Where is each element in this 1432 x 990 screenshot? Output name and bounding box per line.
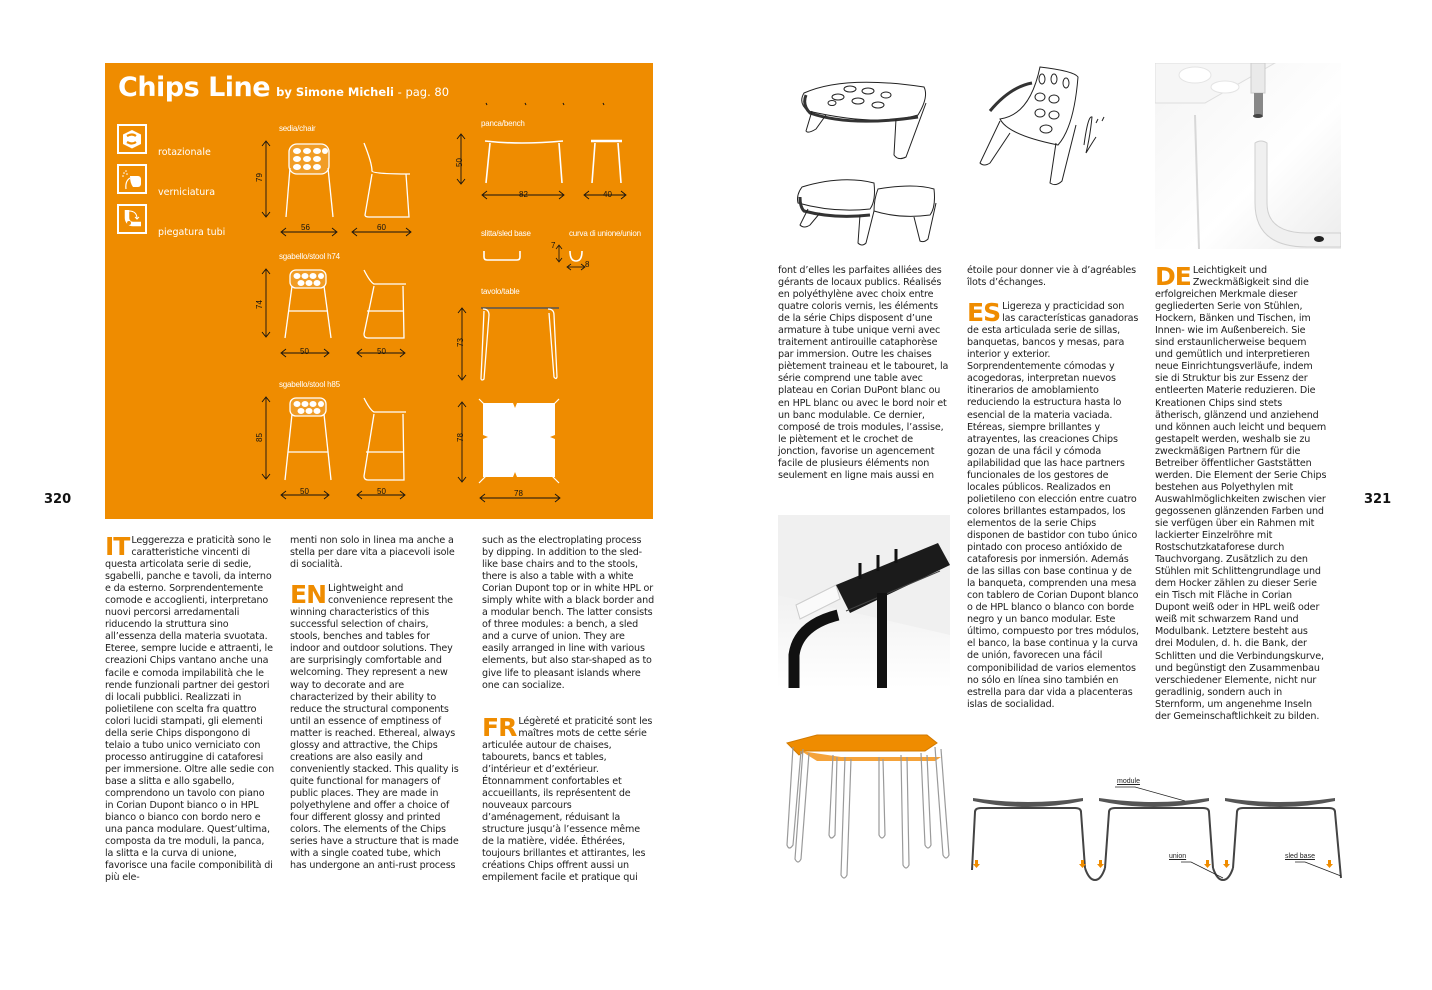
rotational-molding-icon [117,124,147,154]
stool85-technical-drawing [260,396,420,506]
spray-painting-icon [117,164,147,194]
bench-side-width-dim: 40 [603,190,612,199]
legend-item-rotational [117,124,257,164]
stool85-height-dim: 85 [254,433,264,442]
legend-item-bending [117,204,257,244]
table-caption: tavolo/table [481,287,520,296]
process-legend [117,124,257,244]
union-width-dim: 8 [585,260,590,269]
tube-bending-icon [117,204,147,234]
panel-title [118,72,449,103]
language-tag-de: DE [1155,262,1191,291]
leg-bracket-photo [778,515,950,688]
stacked-tables-illustration [775,725,955,885]
hand-sketches-figure [778,63,1118,253]
bench-caption: panca/bench [481,119,525,128]
union-label: union [1169,853,1187,860]
text-column-right [482,535,654,884]
table-width-dim: 78 [514,489,523,498]
language-tag-es: ES [967,298,1001,328]
bench-assembly-illustration [965,770,1345,885]
sled-base-label: sled base [1285,853,1315,860]
french-body-continued: font d’elles les parfaites alliées des gérants de locaux publics. Réalisés en polyéthylène avec choix entre quatre coloris vernis, les éléments de la série Chips disposent d’une armature à tube unique verni avec traitement antirouille cataphorèse par immersion. Outre les chaises piètement traineau et le tabouret, la série comprend une table avec plateau en Corian DuPont blanc ou en HPL blanc ou avec le bord noir et un banc modulable. Ce dernier, composé de trois modules, l’assise, le piètement et le crochet de jonction, favorise un agencement facile de plusieurs éléments non seulement en ligne mais aussi en [778,265,949,481]
language-tag-fr: FR [482,712,517,742]
french-body: Légèreté et praticité sont les maîtres mots de cette série articulée autour de chaises, tabourets, bancs et tables, d’intérieur et d’extérieur. Étonnamment confortables et accueillants, ils représentent de nouveaux parcours d’aménagement, réduisant la structure jusqu’à l’essence même de la matière, vidée. Éthérées, toujours brillantes et attirantes, les créations Chips offrent aussi un empilement facile et pratique qui [482,715,653,884]
leg-bracket-illustration [778,515,950,688]
designer-byline: by Simone Micheli [276,85,394,99]
modular-bench-diagram [965,770,1345,885]
tube-joint-photo [1155,63,1341,249]
spanish-body: Ligereza y practicidad son las características ganadoras de esta articulada serie de sillas, banquetas, bancos y mesas, para interior y exterior. Sorprendentemente cómodas y acogedoras, interpretan nuevos itinerarios de amoblamiento reduciendo la estructura hasta lo esencial de la materia vaciada. Etéreas, siempre brillantes y atrayentes, las creaciones Chips gozan de una fácil y cómoda apilabilidad que las hace partners funcionales de los gestores de locales públicos. Realizados en polietileno con elección entre cuatro colores brillantes estampados, los elementos de la serie Chips disponen de bastidor con tubo único pintado con proceso antióxido de cataforesis por inmersión. Además de las sillas con base continua y de la banqueta, comprenden una mesa con tablero de Corian Dupont blanco o de HPL blanco o blanco con borde negro y un banco modular. Este último, compuesto por tres módulos, el banco, la base continua y la curva de unión, favorecen una fácil componibilidad de varios elementos no sólo en línea sino también en estrella para dar vida a placenteras islas de socialidad. [967,301,1139,710]
chair-height-dim: 79 [254,173,264,182]
english-body-continued: such as the electroplating process by dipping. In addition to the sled-like base chairs and to the stools, there is also a table with a white Corian Dupont top or in white HPL or simply white with a black border and a modular bench. The latter consists of three modules: a bench, a sled and a curve of union. They are easily arranged in line with various elements, but also star-shaped as to give life to pleasant islands where one can socialize. [482,535,655,691]
french-body-end: étoile pour donner vie à d’agréables îlots d’échanges. [967,265,1136,289]
chair-front-width-dim: 56 [301,223,310,232]
stacked-tables-drawing [775,725,955,885]
legend-label: rotazionale [158,147,211,158]
bench-front-width-dim: 82 [519,190,528,199]
chair-technical-drawing [260,138,420,238]
stool74-caption: sgabello/stool h74 [279,252,340,261]
table-technical-drawing [455,303,635,518]
union-caption: curva di unione/union [569,229,641,238]
sled-caption: slitta/sled base [481,229,531,238]
language-tag-it: IT [105,532,130,561]
stool74-side-width-dim: 50 [377,347,386,356]
page-reference: - pag. 80 [394,85,450,99]
table-height-dim: 73 [455,338,465,347]
stool85-front-width-dim: 50 [300,487,309,496]
bench-height-dim: 50 [454,158,464,167]
tube-joint-illustration [1155,63,1341,249]
stool74-front-width-dim: 50 [300,347,309,356]
language-tag-en: EN [290,580,327,610]
product-spec-panel [105,63,653,519]
text-column-german [1155,262,1327,723]
union-height-dim: 7 [551,241,556,250]
product-line-title: Chips Line [118,72,271,103]
german-body: Leichtigkeit und Zweckmäßigkeit sind die erfolgreichen Merkmale dieser gegliederten Serie von Stühlen, Hockern, Bänken und Tischen, im Innen- wie im Außenbereich. Sie sind erstaunlicherweise bequem und gemütlich und interpretieren neue Einrichtungsverläufe, indem sie di Struktur bis zur Essenz der entleerten Materie reduzieren. Die Kreationen Chips sind stets ätherisch, glänzend und anziehend und können auch leicht und bequem gestapelt werden, weshalb sie zu zweckmäßigen Partnern für die Betreiber öffentlicher Gaststätten werden. Die Element der Serie Chips bestehen aus Polyethylen mit Auswahlmöglichkeiten zwischen vier gegossenen glänzenden Farben und sie verfügen über ein Rahmen mit lackierter Einzelröhre mit Rostschutzkataforese durch Tauchvorgang. Zusätzlich zu den Stühlen mit Schlittengrundlage und dem Hocker zählen zu dieser Serie ein Tisch mit Fläche in Corian Dupont weiß oder in HPL weiß oder weiß mit schwarzem Rand und Modulbank. Letztere besteht aus drei Modulen, d. h. die Bank, der Schlitten und die Verbindungskurve, und begünstigt den Zusammenbau verschiedener Elemente, nicht nur geradlinig, sondern auch in Sternform, um angenehme Inseln der Gemeinschaftlichkeit zu bilden. [1155,265,1327,722]
table-depth-dim: 78 [455,433,465,442]
stool85-side-width-dim: 50 [377,487,386,496]
legend-label: verniciatura [158,187,216,198]
sled-union-drawing [480,243,640,278]
stool74-technical-drawing [260,268,420,363]
text-column-middle [290,535,460,872]
page-number-right: 321 [1364,492,1392,507]
text-column-italian [105,532,275,884]
legend-item-painting [117,164,257,204]
italian-body-continued: menti non solo in linea ma anche a stella per dare vita a piacevoli isole di socialità. [290,535,455,571]
italian-body: Leggerezza e praticità sono le caratteristiche vincenti di questa articolata serie di sedie, sgabelli, panche e tavoli, da interno e da esterno. Sorprendentemente comode e accoglienti, interpretano nuovi percorsi arredamentali riducendo la struttura sino all’essenza della materia svuotata. Eteree, sempre lucide e attraenti, le creazioni Chips vantano anche una facile e comoda impilabilità che le rende funzionali partner dei gestori di locali pubblici. Realizzati in polietilene con scelta fra quattro colori lucidi stampati, gli elementi della serie Chips dispongono di telaio a tubo unico verniciato con processo antiruggine di cataforesi per immersione. Oltre alle sedie con base a slitta e allo sgabello, comprendono un tavolo con piano in Corian Dupont bianco o in HPL bianco o bianco con bordo nero e una panca modulare. Quest’ultima, composta da tre moduli, la panca, la slitta e la curva di unione, favorisce una facile componibilità di più ele- [105,535,275,884]
english-body: Lightweight and convenience represent the winning characteristics of this successful selection of chairs, stools, benches and tables for indoor and outdoor solutions. They are surprisingly comfortable and welcoming. They represent a new way to decorate and are characterized by their ability to reduce the structural components until an essence of emptiness of matter is reached. Ethereal, always glossy and attractive, the Chips creations are also easily and conveniently stacked. This quality is quite functional for managers of public places. They are made in polyethylene and offer a choice of four different glossy and printed colors. The elements of the Chips series have a structure that is made with a single coated tube, which has undergone an anti-rust process [290,583,459,872]
page-number-left: 320 [44,492,72,507]
chair-side-width-dim: 60 [377,223,386,232]
text-column-french-continued [778,265,950,482]
chair-caption: sedia/chair [279,124,316,133]
section-tick-marks [485,101,625,107]
stool85-caption: sgabello/stool h85 [279,380,340,389]
text-column-spanish [967,265,1139,711]
sketch-drawings [778,63,1118,253]
stool74-height-dim: 74 [254,300,264,309]
module-label: module [1117,778,1140,785]
legend-label: piegatura tubi [158,227,226,238]
